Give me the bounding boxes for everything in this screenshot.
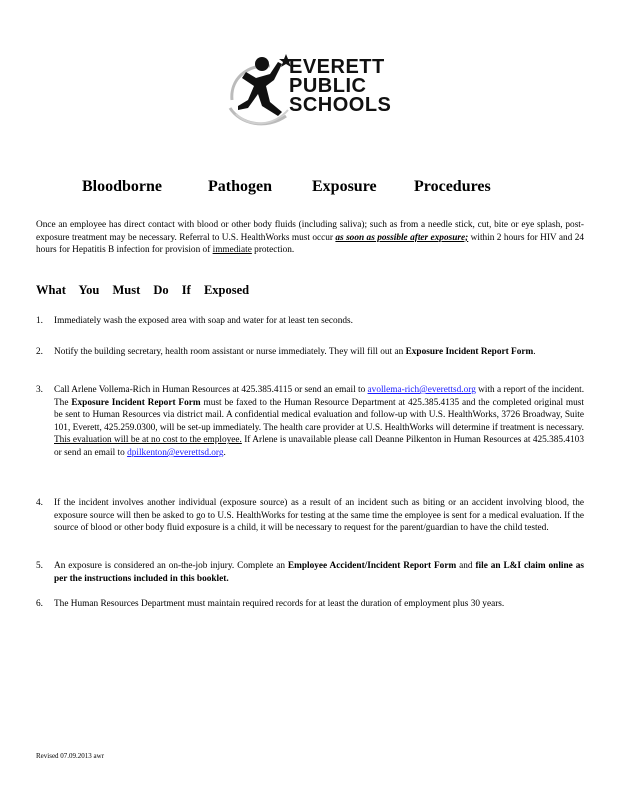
step-number: 6. <box>36 599 43 609</box>
everett-public-schools-logo <box>226 50 406 132</box>
step-1-text: Immediately wash the exposed area with soap and water for at least ten seconds. <box>54 316 353 326</box>
logo-line-1: EVERETT <box>289 56 385 78</box>
revision-footer: Revised 07.09.2013 awr <box>36 752 105 760</box>
step-text <box>54 560 584 585</box>
step-3-text-2: with a report of the incident. The <box>54 385 585 408</box>
title-word-2: Pathogen <box>208 178 272 195</box>
intro-emphasis: as soon as possible after exposure; <box>335 232 469 243</box>
step-5-text-1: An exposure is considered an on-the-job injury. Complete an <box>54 561 288 571</box>
email-link-dpilkenton[interactable]: dpilkenton@everettsd.org <box>127 447 224 458</box>
step-number: 3. <box>36 385 43 395</box>
step-text <box>54 384 584 460</box>
exposure-incident-form-name: Exposure Incident Report Form <box>71 397 201 408</box>
email-link-avollema[interactable]: avollema-rich@everettsd.org <box>367 385 476 395</box>
intro-immediate: immediate <box>212 245 252 256</box>
booklet-instruction: as per the instructions included in this booklet. <box>54 561 585 584</box>
intro-paragraph <box>36 219 584 257</box>
employee-accident-form-name: Employee Accident/Incident Report Form <box>287 561 457 571</box>
title-word-3: Exposure <box>312 178 377 195</box>
step-number: 2. <box>36 347 43 357</box>
step-3-text-1: Call Arlene Vollema-Rich in Human Resources at 425.385.4115 or send an email to <box>54 385 368 395</box>
step-text <box>54 315 584 328</box>
step-3-text-4: If Arlene is unavailable please call Deanne Pilkenton in Human Resources at 425.385.4103 or send an email to <box>54 435 584 458</box>
step-5-text-2: and <box>456 561 476 571</box>
no-cost-notice: This evaluation will be at no cost to the employee. <box>54 435 242 446</box>
step-number: 5. <box>36 561 43 571</box>
step-2-text-2: . <box>533 347 536 357</box>
logo-line-2: PUBLIC <box>289 75 367 97</box>
step-3-text-5: . <box>223 447 226 458</box>
logo-line-3: SCHOOLS <box>289 94 392 116</box>
li-claim-instruction: file an L&I claim online <box>475 561 573 571</box>
intro-text-1: Once an employee has direct contact with blood or other body fluids (including saliva); such as from a needle stick, cut, bite or eye splash, post-exposure treatment may be necessary. Referral to U.S. HealthWorks must occur <box>36 220 584 243</box>
section-heading: What You Must Do If Exposed <box>36 283 250 297</box>
step-text <box>54 497 584 535</box>
step-text <box>54 598 584 611</box>
logo-wordmark <box>289 58 391 115</box>
step-2-text-1: Notify the building secretary, health room assistant or nurse immediately. They will fill out an <box>54 347 406 357</box>
step-number: 1. <box>36 316 43 326</box>
intro-text-3: protection. <box>251 245 295 256</box>
step-4-text: If the incident involves another individual (exposure source) as a result of an incident such as biting or an accident involving blood, the exposure source will then be asked to go to U.S. HealthWorks for testing at the same time the employee is sent for a medical evaluation. If the source of blood or other body fluid exposure is a child, it will be necessary to request for the parent/guardian to have the child tested. <box>54 498 584 534</box>
title-word-4: Procedures <box>414 178 491 195</box>
step-number: 4. <box>36 498 43 508</box>
step-6-text: The Human Resources Department must maintain required records for at least the duration of employment plus 30 years. <box>54 599 505 609</box>
step-3-text-3: must be faxed to the Human Resource Department at 425.385.4135 and the completed original must be sent to Human Resources via district mail. A confidential medical evaluation and follow-up with U.S. HealthWorks, 3726 Broadway, Suite 101, Everett, 425.259.0300, will be set-up immediately. The health care provider at U.S. HealthWorks will determine if treatment is necessary. <box>54 397 585 433</box>
exposure-incident-form-name: Exposure Incident Report Form <box>405 347 534 357</box>
step-text <box>54 346 584 359</box>
title-word-1: Bloodborne <box>82 178 163 195</box>
intro-text-2: within 2 hours for HIV and 24 hours for Hepatitis B infection for provision of <box>36 232 584 256</box>
runner-globe-icon <box>226 50 296 132</box>
